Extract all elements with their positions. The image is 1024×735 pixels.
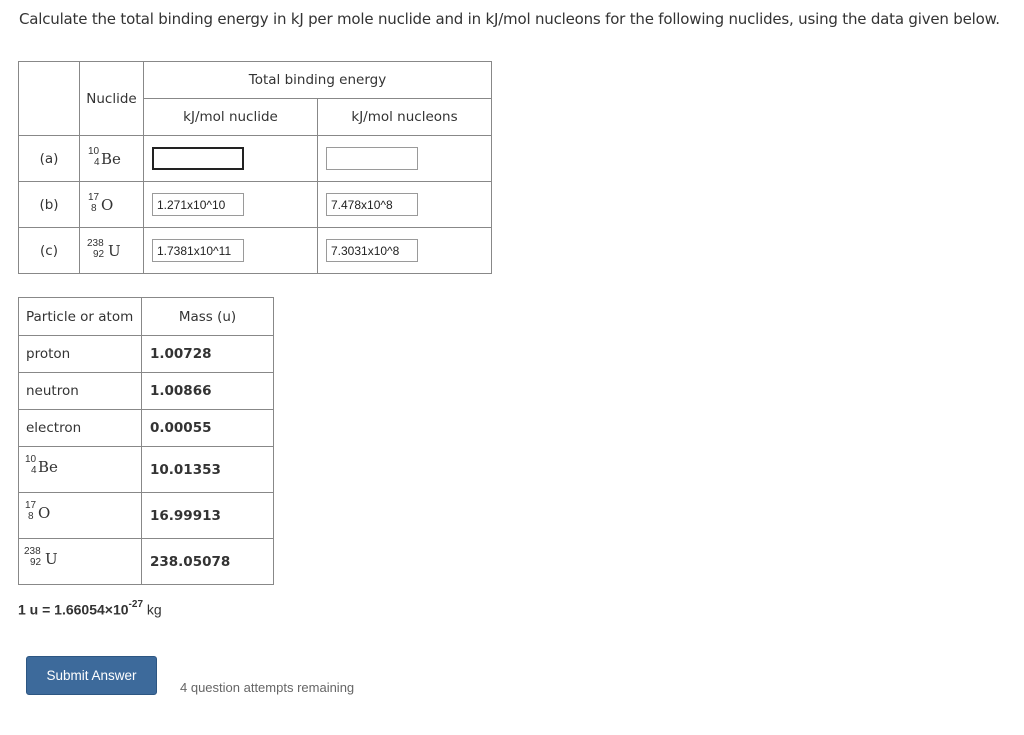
element-symbol: O (101, 195, 114, 214)
particle-name: proton (19, 336, 142, 373)
per-nucleons-cell (318, 182, 492, 228)
per-nucleons-header: kJ/mol nucleons (318, 99, 492, 136)
per-nuclide-cell (144, 228, 318, 274)
nuclide-symbol (23, 453, 59, 482)
table-row (19, 447, 274, 493)
mass-number: 10 (88, 145, 100, 157)
mass-number: 10 (25, 453, 37, 465)
mass-value: 0.00055 (142, 410, 274, 447)
per-nuclide-cell (144, 136, 318, 182)
atomic-number: 4 (94, 156, 100, 168)
mass-number: 238 (24, 545, 41, 557)
element-symbol: O (38, 503, 51, 522)
mass-number: 17 (25, 499, 37, 511)
element-symbol: Be (101, 149, 121, 168)
table-row (19, 410, 274, 447)
atomic-number: 4 (31, 464, 37, 476)
atomic-number: 8 (28, 510, 34, 522)
row-label: (a) (19, 136, 80, 182)
mass-data-table (18, 297, 274, 585)
per-nucleons-cell (318, 228, 492, 274)
total-binding-energy-header: Total binding energy (144, 62, 492, 99)
submit-answer-button[interactable]: Submit Answer (26, 656, 157, 695)
mass-value: 238.05078 (142, 539, 274, 585)
nuclide-symbol (23, 545, 59, 574)
mass-number: 238 (87, 237, 104, 249)
element-symbol: Be (38, 457, 58, 476)
particle-name: electron (19, 410, 142, 447)
table-row (19, 493, 274, 539)
particle-name: neutron (19, 373, 142, 410)
nuclide-cell (80, 136, 144, 182)
table-row (19, 182, 492, 228)
per-nuclide-input[interactable]: 1.271x10^10 (152, 193, 244, 216)
particle-header: Particle or atom (19, 298, 142, 336)
nuclide-cell (80, 228, 144, 274)
atomic-number: 92 (30, 556, 42, 568)
nuclide-header: Nuclide (80, 62, 144, 136)
unit-conversion-note (18, 601, 162, 618)
table-row (19, 373, 274, 410)
mass-number: 17 (88, 191, 100, 203)
attempts-remaining: 4 question attempts remaining (180, 680, 355, 695)
per-nuclide-cell (144, 182, 318, 228)
per-nuclide-input[interactable]: 1.7381x10^11 (152, 239, 244, 262)
nuclide-symbol (23, 499, 59, 528)
empty-corner-cell (19, 62, 80, 136)
nuclide-cell (80, 182, 144, 228)
element-symbol: U (45, 549, 58, 568)
table-row (19, 336, 274, 373)
conversion-unit: kg (143, 601, 162, 618)
element-symbol: U (108, 241, 121, 260)
per-nucleons-input[interactable] (326, 147, 418, 170)
conversion-value: 1 u = 1.66054×10 (18, 601, 129, 618)
per-nuclide-input[interactable] (152, 147, 244, 170)
mass-value: 1.00866 (142, 373, 274, 410)
per-nuclide-header: kJ/mol nuclide (144, 99, 318, 136)
mass-value: 16.99913 (142, 493, 274, 539)
mass-header: Mass (u) (142, 298, 274, 336)
nuclide-cell (19, 539, 142, 585)
nuclide-symbol (86, 239, 122, 263)
conversion-exponent: -27 (128, 599, 143, 610)
nuclide-cell (19, 493, 142, 539)
atomic-number: 8 (91, 202, 97, 214)
mass-value: 1.00728 (142, 336, 274, 373)
per-nucleons-input[interactable]: 7.478x10^8 (326, 193, 418, 216)
binding-energy-table (18, 61, 492, 274)
table-row (19, 228, 492, 274)
table-row (19, 136, 492, 182)
per-nucleons-cell (318, 136, 492, 182)
atomic-number: 92 (93, 248, 105, 260)
nuclide-symbol (86, 147, 122, 171)
nuclide-cell (19, 447, 142, 493)
row-label: (b) (19, 182, 80, 228)
question-prompt: Calculate the total binding energy in kJ per mole nuclide and in kJ/mol nucleons for the following nuclides, using the data given below. (19, 10, 1000, 28)
table-row (19, 539, 274, 585)
row-label: (c) (19, 228, 80, 274)
per-nucleons-input[interactable]: 7.3031x10^8 (326, 239, 418, 262)
mass-value: 10.01353 (142, 447, 274, 493)
nuclide-symbol (86, 193, 122, 217)
